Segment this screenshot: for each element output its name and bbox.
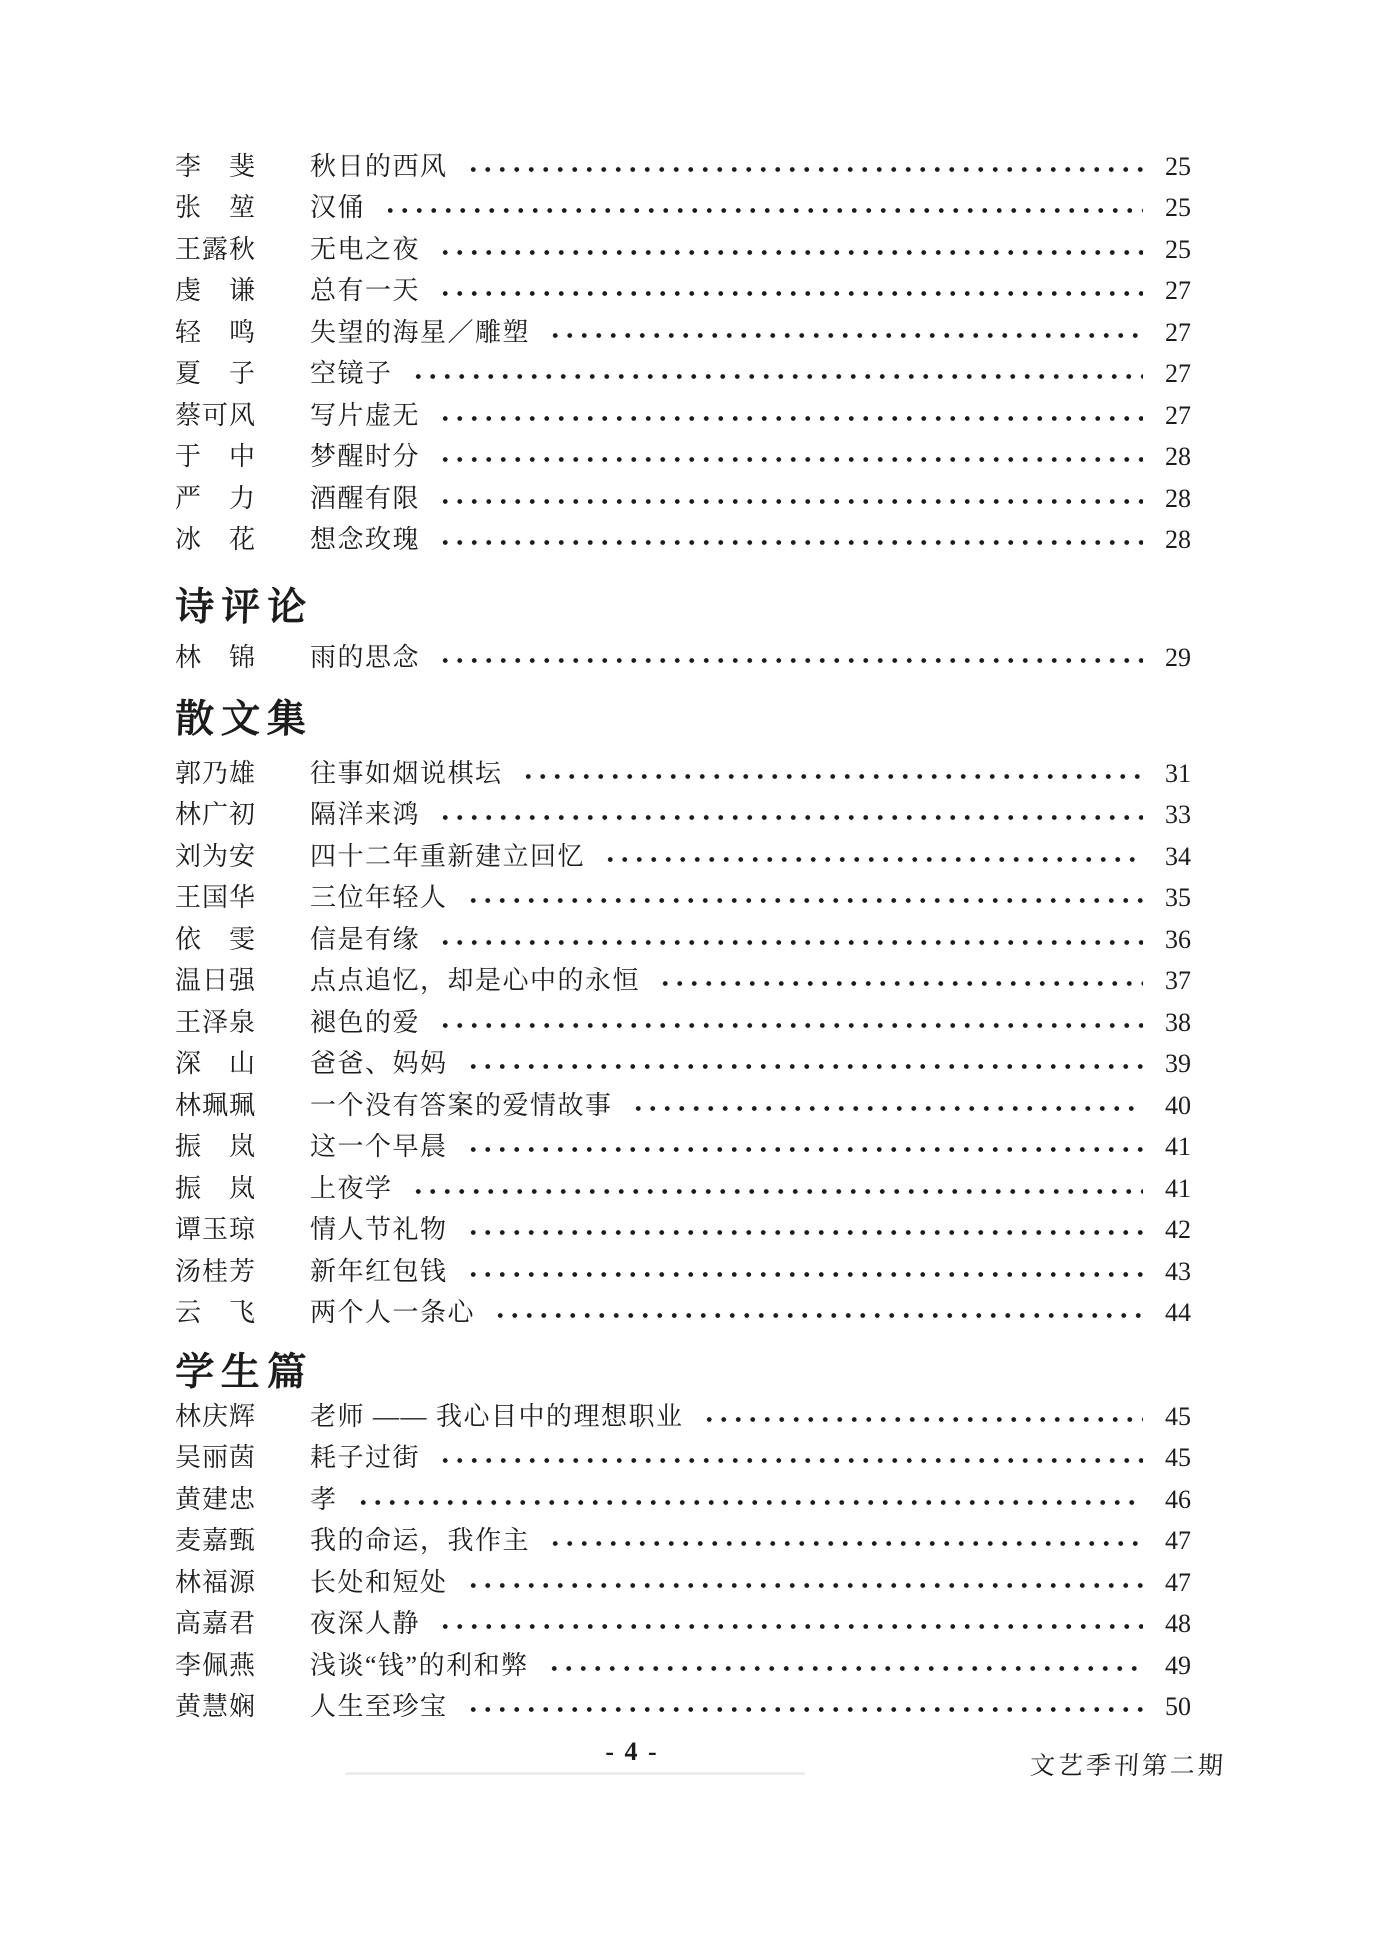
toc-author-name: 汤桂芳 [175, 1256, 257, 1286]
section-header-essays: 散文集 [174, 698, 314, 741]
toc-row [175, 832, 1191, 874]
toc-row [175, 1040, 1191, 1082]
toc-page-ref: 47 [1165, 1526, 1191, 1555]
toc-page-ref: 50 [1165, 1692, 1191, 1721]
toc-entry-title: 空镜子 [310, 359, 393, 388]
toc-author-name: 黄建忠 [175, 1484, 257, 1514]
toc-entry-title: 信是有缘 [310, 924, 421, 954]
toc-author-name: 李佩燕 [175, 1650, 257, 1680]
toc-entry-title: 梦醒时分 [310, 442, 421, 471]
toc-author-name: 林珮珮 [175, 1090, 257, 1120]
toc-author-name: 谭玉琼 [175, 1215, 257, 1244]
toc-row [175, 516, 1191, 558]
dot-leader [436, 540, 1143, 545]
toc-author-name: 麦嘉甄 [175, 1526, 257, 1555]
toc-author-name: 蔡可风 [175, 400, 257, 430]
section-poetry-review-rows [175, 633, 1191, 675]
toc-page-ref: 28 [1165, 525, 1191, 554]
toc-page-ref: 27 [1165, 400, 1191, 430]
dot-leader [464, 898, 1143, 903]
toc-author-name: 冰 花 [175, 525, 257, 554]
toc-entry-title: 人生至珍宝 [310, 1692, 448, 1721]
toc-entry-title: 想念玫瑰 [310, 525, 421, 554]
toc-author-name: 吴丽茵 [175, 1443, 257, 1472]
section-header-students: 学生篇 [174, 1351, 314, 1394]
dot-leader [464, 1064, 1143, 1069]
toc-row [175, 350, 1191, 392]
dot-leader [436, 815, 1143, 820]
dot-leader [436, 658, 1143, 663]
dot-leader [436, 940, 1143, 945]
toc-row [175, 1517, 1191, 1559]
toc-row [175, 1641, 1191, 1683]
toc-author-name: 张 堃 [175, 193, 257, 222]
dot-leader [436, 291, 1143, 296]
toc-page-ref: 41 [1165, 1132, 1191, 1161]
dot-leader [545, 1666, 1143, 1671]
dot-leader [464, 1147, 1143, 1152]
toc-entry-title: 情人节礼物 [310, 1215, 448, 1244]
toc-page-ref: 29 [1165, 642, 1191, 672]
dot-leader [409, 1189, 1143, 1194]
toc-row [175, 267, 1191, 309]
toc-page-ref: 36 [1165, 924, 1191, 954]
toc-author-name: 夏 子 [175, 359, 257, 388]
toc-entry-title: 褪色的爱 [310, 1007, 421, 1037]
scan-artifact-line [345, 1772, 805, 1775]
section-students-rows [175, 1392, 1191, 1724]
toc-author-name: 林广初 [175, 800, 257, 829]
toc-row [175, 1289, 1191, 1331]
toc-author-name: 振 岚 [175, 1173, 257, 1203]
toc-row [175, 749, 1191, 791]
toc-author-name: 王露秋 [175, 234, 257, 264]
toc-author-name: 云 飞 [175, 1298, 257, 1327]
toc-author-name: 李 斐 [175, 151, 257, 181]
toc-row [175, 308, 1191, 350]
toc-page-ref: 39 [1165, 1049, 1191, 1078]
toc-entry-title: 写片虚无 [310, 400, 421, 430]
toc-page-ref: 27 [1165, 359, 1191, 388]
footer-journal-issue: 文艺季刊第二期 [1029, 1753, 1227, 1780]
toc-page-ref: 40 [1165, 1090, 1191, 1120]
dot-leader [436, 250, 1143, 255]
toc-row [175, 957, 1191, 999]
toc-entry-title: 无电之夜 [310, 234, 421, 264]
toc-page-ref: 37 [1165, 966, 1191, 995]
toc-row [175, 915, 1191, 957]
section-header-poetry-review: 诗评论 [174, 586, 314, 629]
toc-row [175, 874, 1191, 916]
toc-author-name: 王泽泉 [175, 1007, 257, 1037]
toc-page-ref: 38 [1165, 1007, 1191, 1037]
toc-entry-title: 我的命运，我作主 [310, 1526, 531, 1555]
section-essays-rows [175, 749, 1191, 1330]
toc-page-ref: 46 [1165, 1484, 1191, 1514]
toc-page-ref: 27 [1165, 276, 1191, 305]
toc-entry-title: 失望的海星／雕塑 [310, 317, 531, 347]
footer-page-number: - 4 - [605, 1737, 659, 1766]
toc-author-name: 温日强 [175, 966, 257, 995]
toc-row [175, 1683, 1191, 1725]
toc-author-name: 王国华 [175, 883, 257, 912]
dot-leader [546, 333, 1143, 338]
toc-author-name: 郭乃雄 [175, 758, 257, 788]
dot-leader [546, 1541, 1143, 1546]
dot-leader [464, 1583, 1143, 1588]
toc-entry-title: 浅谈“钱”的利和弊 [310, 1650, 529, 1680]
dot-leader [436, 457, 1143, 462]
toc-entry-title: 总有一天 [310, 276, 421, 305]
toc-author-name: 黄慧娴 [175, 1692, 257, 1721]
toc-row [175, 633, 1191, 675]
toc-page-ref: 27 [1165, 317, 1191, 347]
toc-page-ref: 31 [1165, 758, 1191, 788]
toc-author-name: 依 雯 [175, 924, 257, 954]
toc-row [175, 1247, 1191, 1289]
toc-entry-title: 隔洋来鸿 [310, 800, 421, 829]
toc-row [175, 791, 1191, 833]
dot-leader [464, 1272, 1143, 1277]
dot-leader [381, 208, 1143, 213]
dot-leader [491, 1313, 1143, 1318]
toc-row [175, 1392, 1191, 1434]
toc-row [175, 1600, 1191, 1642]
dot-leader [436, 1023, 1143, 1028]
toc-row [175, 1206, 1191, 1248]
toc-row [175, 225, 1191, 267]
dot-leader [436, 1624, 1143, 1629]
toc-row [175, 433, 1191, 475]
dot-leader [519, 774, 1143, 779]
toc-row [175, 1164, 1191, 1206]
toc-entry-title: 爸爸、妈妈 [310, 1049, 448, 1078]
dot-leader [464, 167, 1143, 172]
dot-leader [436, 416, 1143, 421]
toc-page-ref: 28 [1165, 442, 1191, 471]
toc-entry-title: 两个人一条心 [310, 1298, 476, 1327]
toc-page-ref: 34 [1165, 841, 1191, 871]
toc-entry-title: 长处和短处 [310, 1567, 448, 1597]
section-poetry-continued-rows [175, 142, 1191, 557]
toc-row [175, 1434, 1191, 1476]
dot-leader [700, 1417, 1143, 1422]
toc-row [175, 1558, 1191, 1600]
toc-entry-title: 新年红包钱 [310, 1256, 448, 1286]
toc-entry-title: 一个没有答案的爱情故事 [310, 1090, 613, 1120]
dot-leader [436, 499, 1143, 504]
toc-row [175, 474, 1191, 516]
toc-row [175, 142, 1191, 184]
toc-row [175, 1123, 1191, 1165]
toc-author-name: 林 锦 [175, 642, 257, 672]
toc-author-name: 深 山 [175, 1049, 257, 1078]
toc-entry-title: 夜深人静 [310, 1609, 421, 1638]
toc-author-name: 轻 鸣 [175, 317, 257, 347]
dot-leader [436, 1458, 1143, 1463]
toc-page-ref: 48 [1165, 1609, 1191, 1638]
toc-page-ref: 35 [1165, 883, 1191, 912]
toc-entry-title: 往事如烟说棋坛 [310, 758, 503, 788]
toc-page-ref: 33 [1165, 800, 1191, 829]
toc-page-ref: 25 [1165, 151, 1191, 181]
toc-entry-title: 老师 —— 我心目中的理想职业 [310, 1401, 684, 1431]
toc-page-ref: 25 [1165, 234, 1191, 264]
dot-leader [409, 374, 1143, 379]
toc-page-ref: 45 [1165, 1401, 1191, 1431]
dot-leader [354, 1500, 1143, 1505]
toc-entry-title: 汉俑 [310, 193, 366, 222]
toc-page-ref: 41 [1165, 1173, 1191, 1203]
dot-leader [464, 1707, 1143, 1712]
toc-entry-title: 孝 [310, 1484, 338, 1514]
toc-page-ref: 45 [1165, 1443, 1191, 1472]
toc-author-name: 刘为安 [175, 841, 257, 871]
toc-author-name: 振 岚 [175, 1132, 257, 1161]
toc-entry-title: 四十二年重新建立回忆 [310, 841, 586, 871]
toc-author-name: 林庆辉 [175, 1401, 257, 1431]
toc-entry-title: 点点追忆，却是心中的永恒 [310, 966, 641, 995]
toc-page-ref: 25 [1165, 193, 1191, 222]
toc-row [175, 998, 1191, 1040]
toc-entry-title: 雨的思念 [310, 642, 421, 672]
toc-author-name: 虔 谦 [175, 276, 257, 305]
dot-leader [629, 1106, 1143, 1111]
toc-page-ref: 49 [1165, 1650, 1191, 1680]
toc-author-name: 高嘉君 [175, 1609, 257, 1638]
toc-page-ref: 28 [1165, 483, 1191, 513]
toc-page-ref: 44 [1165, 1298, 1191, 1327]
toc-entry-title: 酒醒有限 [310, 483, 421, 513]
dot-leader [601, 857, 1143, 862]
toc-entry-title: 三位年轻人 [310, 883, 448, 912]
toc-row [175, 1475, 1191, 1517]
toc-entry-title: 上夜学 [310, 1173, 393, 1203]
toc-row [175, 1081, 1191, 1123]
toc-row [175, 184, 1191, 226]
dot-leader [464, 1230, 1143, 1235]
toc-author-name: 林福源 [175, 1567, 257, 1597]
toc-author-name: 于 中 [175, 442, 257, 471]
toc-row [175, 391, 1191, 433]
toc-page-ref: 47 [1165, 1567, 1191, 1597]
dot-leader [656, 981, 1143, 986]
toc-entry-title: 这一个早晨 [310, 1132, 448, 1161]
toc-author-name: 严 力 [175, 483, 257, 513]
toc-entry-title: 耗子过街 [310, 1443, 421, 1472]
toc-entry-title: 秋日的西风 [310, 151, 448, 181]
toc-page-ref: 42 [1165, 1215, 1191, 1244]
toc-page-ref: 43 [1165, 1256, 1191, 1286]
